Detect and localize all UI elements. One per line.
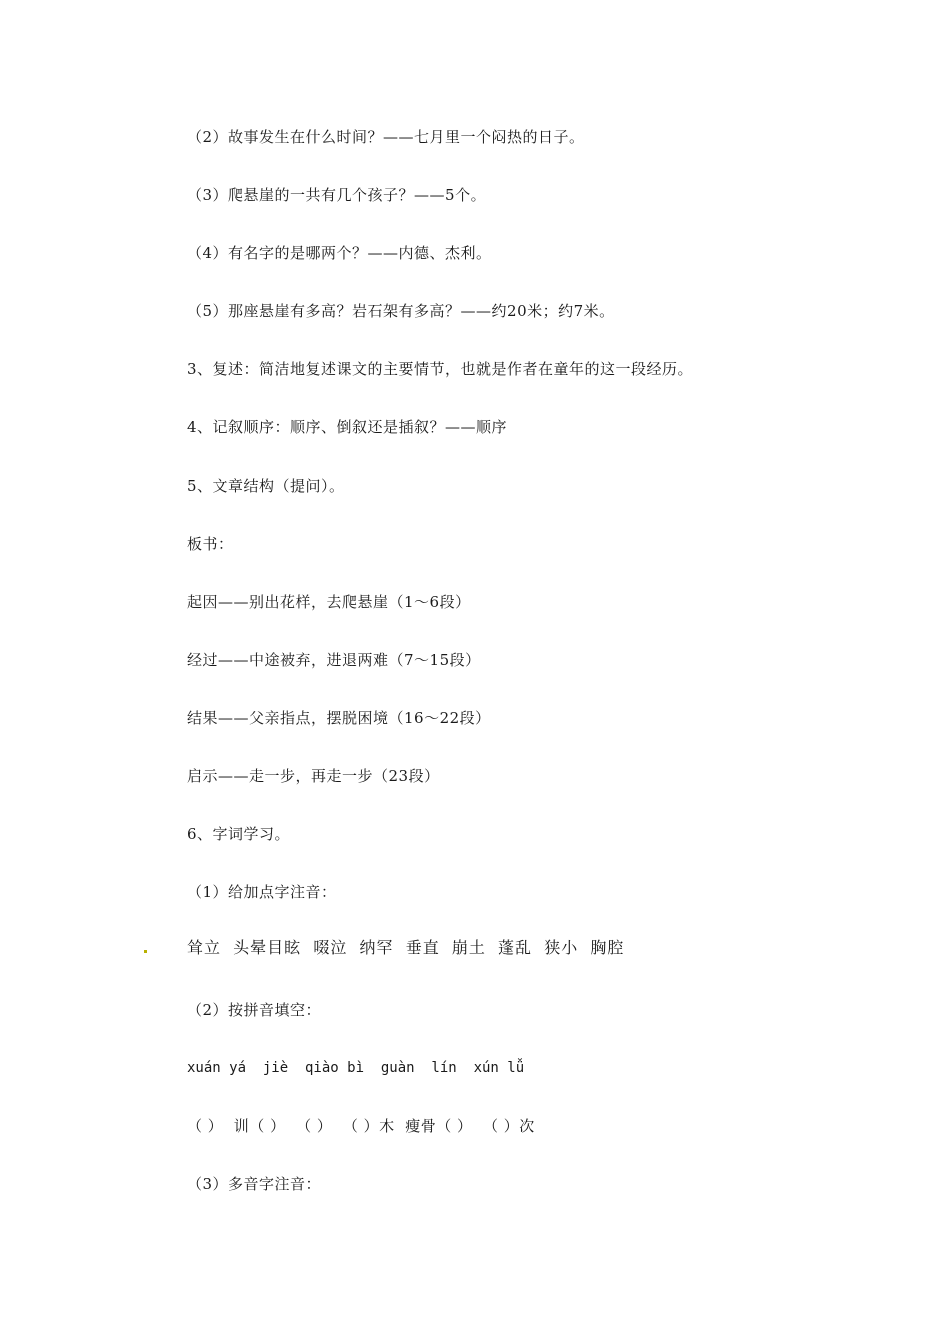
text-line: 5、文章结构（提问）。 xyxy=(187,477,345,495)
text-line: 经过——中途被弃，进退两难（7～15段） xyxy=(187,651,481,669)
text-line: 6、字词学习。 xyxy=(187,825,291,843)
text-line: （3）爬悬崖的一共有几个孩子？——5个。 xyxy=(187,186,487,204)
text-line: 起因——别出花样，去爬悬崖（1～6段） xyxy=(187,593,471,611)
text-line: （3）多音字注音： xyxy=(187,1175,322,1193)
text-line: （5）那座悬崖有多高？岩石架有多高？——约20米；约7米。 xyxy=(187,302,615,320)
text-line: 3、复述：简洁地复述课文的主要情节，也就是作者在童年的这一段经历。 xyxy=(187,360,694,378)
text-line: 板书： xyxy=(187,535,234,553)
dot-mark xyxy=(144,950,147,953)
text-line: 启示——走一步，再走一步（23段） xyxy=(187,767,440,785)
text-line: （ ） 训（ ） （ ） （ ）木 瘦骨（ ） （ ）次 xyxy=(187,1117,535,1135)
text-line: 结果——父亲指点，摆脱困境（16～22段） xyxy=(187,709,491,727)
text-line: （4）有名字的是哪两个？——内德、杰利。 xyxy=(187,244,492,262)
text-line: 耸立 头晕目眩 啜泣 纳罕 垂直 崩土 蓬乱 狭小 胸腔 xyxy=(187,938,625,957)
text-line: 4、记叙顺序：顺序、倒叙还是插叙？——顺序 xyxy=(187,418,508,436)
pinyin-line: xuán yá jiè qiào bì guàn lín xún lǚ xyxy=(187,1060,525,1076)
text-line: （2）按拼音填空： xyxy=(187,1001,322,1019)
text-line: （2）故事发生在什么时间？——七月里一个闷热的日子。 xyxy=(187,128,585,146)
text-line: （1）给加点字注音： xyxy=(187,883,337,901)
